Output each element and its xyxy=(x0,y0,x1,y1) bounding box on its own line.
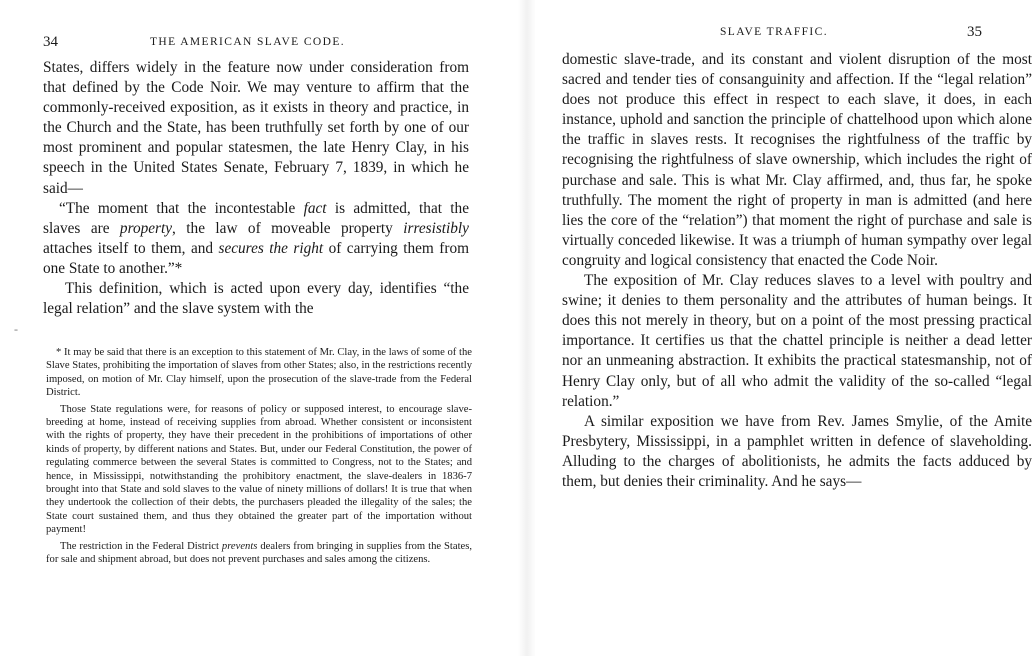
quote-italic-fact: fact xyxy=(303,199,327,217)
quote-part-4: attaches itself to them, and xyxy=(43,239,219,257)
footnote-3-part-2: dealers from bringing in supplies from the States, for sale and shipment abroad, but does not prevent purchases and sales among the citizens. xyxy=(46,540,472,566)
quote-part-3: , the law of moveable property xyxy=(172,219,404,237)
quote-part-1: “The moment that the incontestable xyxy=(59,199,304,217)
quote-italic-property: property xyxy=(119,219,173,237)
footnote-3-part-1: The restriction in the Federal District xyxy=(60,540,222,552)
footnote-3 xyxy=(46,540,472,567)
footnote-3-italic: prevents xyxy=(221,540,258,552)
left-page-number: 34 xyxy=(43,34,58,50)
margin-mark: - xyxy=(14,322,18,336)
left-paragraph-2: This definition, which is acted upon every day, identifies “the legal relation” and the slave system with the xyxy=(43,280,469,318)
right-paragraph-2: The exposition of Mr. Clay reduces slaves to a level with poultry and swine; it denies to them personality and the attributes of human beings. It does this not merely in theory, but on a point of the most pressing practical importance. It certifies us that the chattel principle is neither a dead letter nor an unmeaning abstraction. It exhibits the practical statesmanship, not of Henry Clay only, but of all who admit the validity of the so-called “legal relation.” xyxy=(562,272,1032,410)
quote-italic-irresistibly: irresistibly xyxy=(403,219,469,237)
right-page-number: 35 xyxy=(967,24,982,40)
footnote-1: * It may be said that there is an exception to this statement of Mr. Clay, in the laws of some of the Slave States, prohibiting the importation of slaves from other States; also, in the restrictions recently imposed, on motion of Mr. Clay himself, upon the prosecution of the slave-trade from the Federal District. xyxy=(46,347,472,399)
right-body-text xyxy=(562,50,1032,492)
right-paragraph-1: domestic slave-trade, and its constant and violent disruption of the most sacred and tender ties of consanguinity and affection. If the “legal relation” does not produce this effect in respect to each slave, it does, in each instance, uphold and sanction the principle of chattelhood upon which alone the traffic in slaves rests. It recognises the rightfulness of the traffic by recognising the rightfulness of slave ownership, which includes the right of purchase and sale. This is what Mr. Clay affirmed, and, thus far, he spoke truthfully. The moment the right of property in man is admitted (and here lies the core of the “relation”) that moment the right of purchase and sale is virtually conceded likewise. It was a triumph of human sympathy over legal congruity and logical consistency that enacted the Code Noir. xyxy=(562,51,1032,269)
quote-part-2: is admitted, that the slaves are xyxy=(43,199,469,237)
right-paragraph-3: A similar exposition we have from Rev. James Smylie, of the Amite Presbytery, Mississippi, in a pamphlet written in defence of slaveholding. Alluding to the charges of abolitionists, he admits the facts adduced by them, but denies their criminality. And he says— xyxy=(562,412,1032,490)
quote-italic-secures: secures the right xyxy=(218,239,324,257)
quote-part-5: of carrying them from one State to another.”* xyxy=(43,239,469,277)
footnote-2: Those State regulations were, for reasons of policy or supposed interest, to encourage slave-breeding at home, instead of receiving supplies from abroad. Whether consistent or inconsistent with the rights of property, they have their precedent in the prohibitions of importations of other kinds of property, by different nations and States. But, under our Federal Constitution, the power of regulating commerce between the several States is committed to Congress, not to the States; and hence, in Mississippi, notwithstanding the prohibitory enactment, the slave-dealers in 1836-7 brought into that State and sold slaves to the value of ninety millions of dollars! It is true that when they undertook the collection of their debts, the purchasers pleaded the illegality of the sales; the State court sustained them, and thus they obtained the greater part of the importation without payment! xyxy=(46,403,472,536)
left-paragraph-1: States, differs widely in the feature now under consideration from that defined by the Code Noir. We may venture to affirm that the commonly-received exposition, as it exists in theory and practice, in the Church and the State, has been truthfully set forth by one of our most prominent and popular statesmen, the late Henry Clay, in his speech in the United States Senate, February 7, 1839, in which he said— xyxy=(43,59,469,197)
left-running-head: THE AMERICAN SLAVE CODE. xyxy=(150,36,346,48)
book-gutter xyxy=(518,0,536,656)
left-body-text xyxy=(43,58,469,319)
clay-quote xyxy=(43,199,469,279)
footnotes xyxy=(46,346,472,570)
right-running-head: SLAVE TRAFFIC. xyxy=(720,26,829,38)
right-page xyxy=(535,0,1032,656)
